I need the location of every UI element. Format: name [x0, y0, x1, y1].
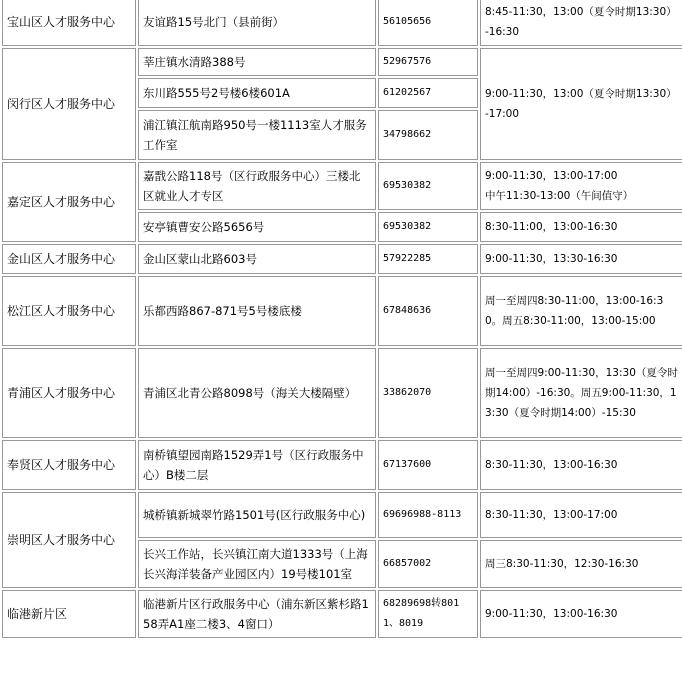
- phone-cell: 56105656: [378, 0, 478, 46]
- phone-cell: 57922285: [378, 244, 478, 274]
- phone-cell: 69530382: [378, 162, 478, 210]
- district-name: 嘉定区人才服务中心: [2, 162, 136, 242]
- address-cell: 长兴工作站，长兴镇江南大道1333号（上海长兴海洋装备产业园区内）19号楼101室: [138, 540, 376, 588]
- table-row: [2, 0, 682, 46]
- table-row: [2, 348, 682, 438]
- table-row: [2, 492, 682, 538]
- hours-cell: 9:00-11:30，13:00-17:00 中午11:30-13:00（午间值守）: [480, 162, 682, 210]
- hours-cell: 周三8:30-11:30，12:30-16:30: [480, 540, 682, 588]
- table-row: [2, 440, 682, 490]
- table-row: [2, 276, 682, 346]
- address-cell: 金山区蒙山北路603号: [138, 244, 376, 274]
- address-cell: 安亭镇曹安公路5656号: [138, 212, 376, 242]
- hours-cell: 周一至周四8:30-11:00，13:00-16:30。周五8:30-11:00，13:00-15:00: [480, 276, 682, 346]
- hours-cell: 8:45-11:30，13:00（夏令时期13:30）-16:30: [480, 0, 682, 46]
- table-row: [2, 48, 682, 76]
- address-cell: 嘉戬公路118号（区行政服务中心）三楼北区就业人才专区: [138, 162, 376, 210]
- district-name: 金山区人才服务中心: [2, 244, 136, 274]
- district-name: 奉贤区人才服务中心: [2, 440, 136, 490]
- table-row: [2, 244, 682, 274]
- phone-cell: 68289698转8011、8019: [378, 590, 478, 638]
- table-row: [2, 162, 682, 210]
- district-name: 青浦区人才服务中心: [2, 348, 136, 438]
- hours-cell: 8:30-11:00，13:00-16:30: [480, 212, 682, 242]
- phone-cell: 33862070: [378, 348, 478, 438]
- district-name: 宝山区人才服务中心: [2, 0, 136, 46]
- district-name: 松江区人才服务中心: [2, 276, 136, 346]
- phone-cell: 52967576: [378, 48, 478, 76]
- phone-cell: 61202567: [378, 78, 478, 108]
- address-cell: 临港新片区行政服务中心（浦东新区紫杉路158弄A1座二楼3、4窗口）: [138, 590, 376, 638]
- hours-cell: 9:00-11:30，13:00-16:30: [480, 590, 682, 638]
- address-cell: 青浦区北青公路8098号（海关大楼隔壁）: [138, 348, 376, 438]
- address-cell: 城桥镇新城翠竹路1501号(区行政服务中心): [138, 492, 376, 538]
- district-name: 闵行区人才服务中心: [2, 48, 136, 160]
- hours-cell: 周一至周四9:00-11:30，13:30（夏令时期14:00）-16:30。周五9:00-11:30，13:30（夏令时期14:00）-15:30: [480, 348, 682, 438]
- address-cell: 南桥镇望园南路1529弄1号（区行政服务中心）B楼二层: [138, 440, 376, 490]
- phone-cell: 69530382: [378, 212, 478, 242]
- address-cell: 莘庄镇水清路388号: [138, 48, 376, 76]
- district-name: 崇明区人才服务中心: [2, 492, 136, 588]
- hours-cell: 8:30-11:30，13:00-17:00: [480, 492, 682, 538]
- phone-cell: 66857002: [378, 540, 478, 588]
- address-cell: 乐都西路867-871号5号楼底楼: [138, 276, 376, 346]
- hours-cell: 9:00-11:30，13:30-16:30: [480, 244, 682, 274]
- address-cell: 东川路555号2号楼6楼601A: [138, 78, 376, 108]
- phone-cell: 69696988-8113: [378, 492, 478, 538]
- district-name: 临港新片区: [2, 590, 136, 638]
- phone-cell: 67848636: [378, 276, 478, 346]
- address-cell: 友谊路15号北门（县前街）: [138, 0, 376, 46]
- address-cell: 浦江镇江航南路950号一楼1113室人才服务工作室: [138, 110, 376, 160]
- phone-cell: 67137600: [378, 440, 478, 490]
- hours-cell: 8:30-11:30，13:00-16:30: [480, 440, 682, 490]
- table-row: [2, 590, 682, 638]
- hours-cell: 9:00-11:30，13:00（夏令时期13:30）-17:00: [480, 48, 682, 160]
- phone-cell: 34798662: [378, 110, 478, 160]
